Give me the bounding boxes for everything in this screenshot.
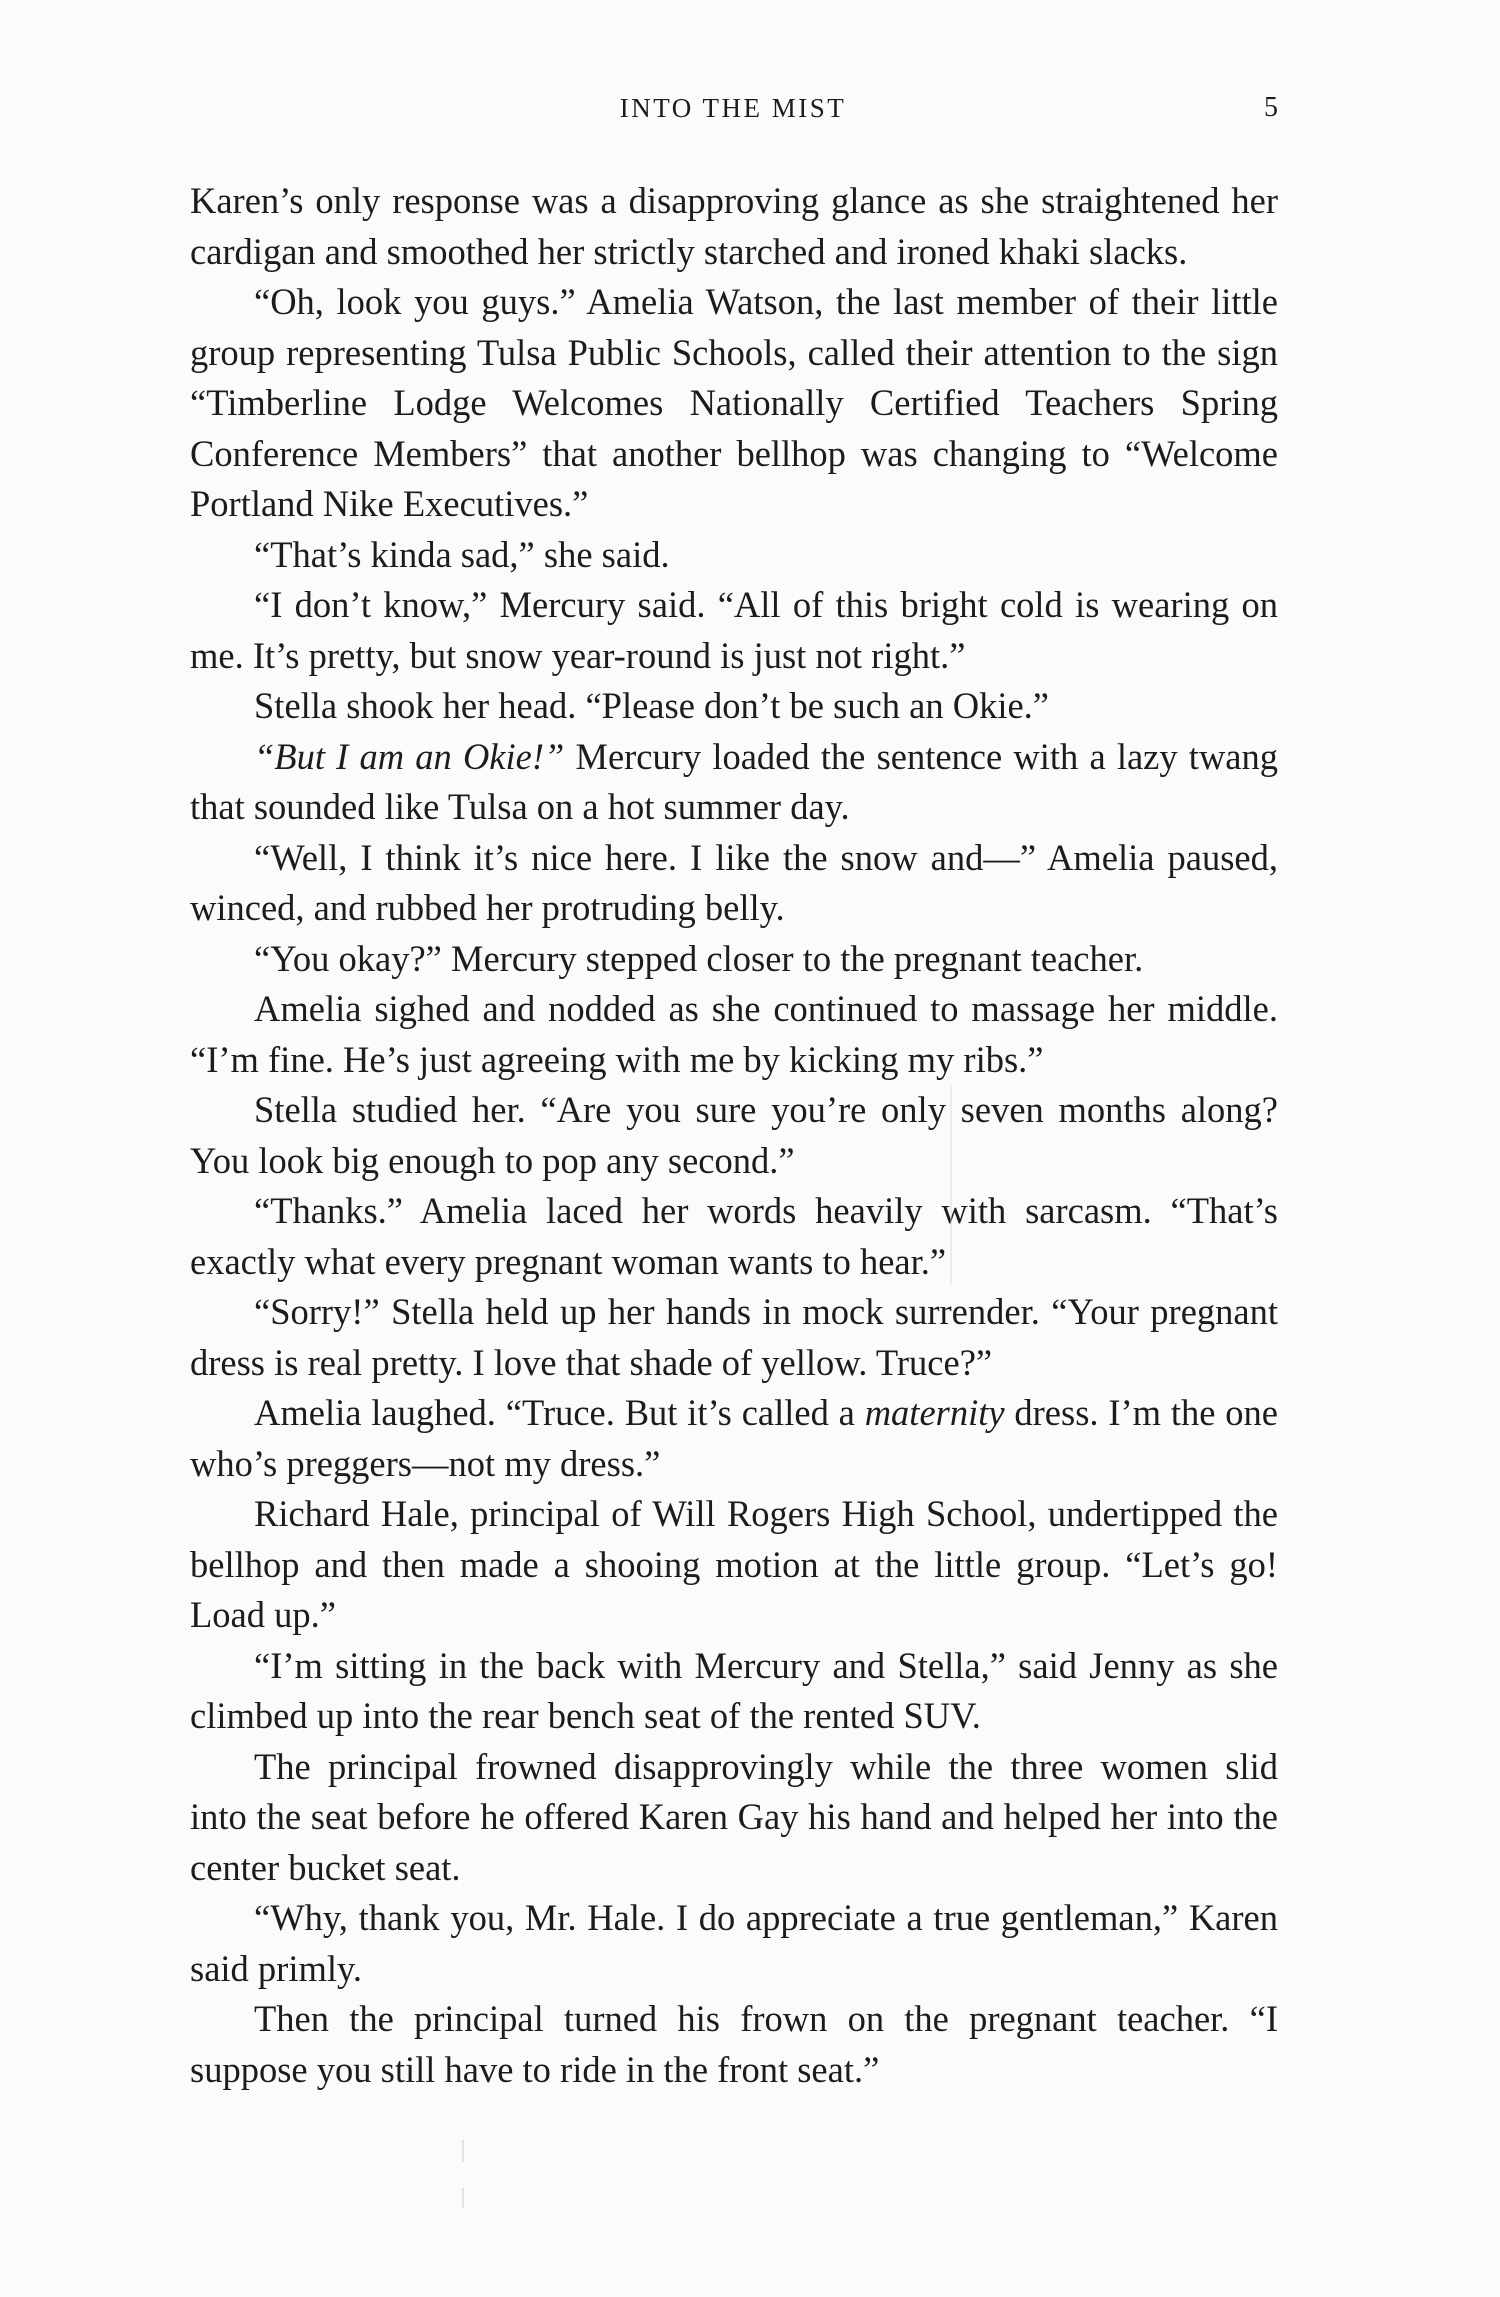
- text-run: Mercury loaded the sentence with a lazy twang that sounded like Tulsa on a hot summer day.: [190, 735, 1278, 827]
- text-run: Stella studied her. “Are you sure you’re only seven months along? You look big enough to pop any second.”: [190, 1089, 1278, 1181]
- page-number: 5: [1264, 92, 1278, 123]
- text-run: Stella shook her head. “Please don’t be such an Okie.”: [254, 685, 1049, 726]
- italic-text: maternity: [864, 1392, 1005, 1433]
- text-run: “Thanks.” Amelia laced her words heavily with sarcasm. “That’s exactly what every pregnant woman wants to hear.”: [190, 1190, 1278, 1282]
- paragraph: [190, 580, 1278, 681]
- paragraph: [190, 277, 1278, 530]
- text-run: Amelia laughed. “Truce. But it’s called a: [254, 1392, 865, 1433]
- text-run: “I’m sitting in the back with Mercury and Stella,” said Jenny as she climbed up into the rear bench seat of the rented SUV.: [190, 1644, 1278, 1736]
- text-run: “I don’t know,” Mercury said. “All of this bright cold is wearing on me. It’s pretty, but snow year-round is just not right.”: [190, 584, 1278, 676]
- scan-artifact: [462, 2188, 464, 2208]
- running-head: [188, 88, 1278, 128]
- text-run: “Sorry!” Stella held up her hands in mock surrender. “Your pregnant dress is real pretty. I love that shade of yellow. Truce?”: [190, 1291, 1278, 1383]
- body-text: [190, 176, 1278, 2095]
- text-run: “Well, I think it’s nice here. I like the snow and—” Amelia paused, winced, and rubbed her protruding belly.: [190, 836, 1278, 928]
- paragraph: [190, 1287, 1278, 1388]
- text-run: Karen’s only response was a disapproving glance as she straightened her cardigan and smoothed her strictly starched and ironed khaki slacks.: [190, 180, 1278, 272]
- paragraph: [190, 833, 1278, 934]
- running-title: INTO THE MIST: [619, 93, 847, 123]
- paragraph: [190, 1388, 1278, 1489]
- paragraph: [190, 681, 1278, 732]
- italic-text: “But I am an Okie!”: [254, 735, 565, 777]
- paragraph: [190, 984, 1278, 1085]
- text-run: “That’s kinda sad,” she said.: [254, 533, 670, 575]
- text-run: “You okay?” Mercury stepped closer to the pregnant teacher.: [254, 937, 1144, 979]
- paragraph: [190, 934, 1278, 985]
- paragraph: [190, 530, 1278, 581]
- text-run: The principal frowned disapprovingly while the three women slid into the seat before he offered Karen Gay his hand and helped her into the center bucket seat.: [190, 1745, 1278, 1888]
- text-run: Then the principal turned his frown on the pregnant teacher. “I suppose you still have to ride in the front seat.”: [190, 1998, 1278, 2090]
- text-run: “Oh, look you guys.” Amelia Watson, the last member of their little group representing Tulsa Public Schools, called their attention to the sign “Timberline Lodge Welcomes Nationally Certified Teachers Spring Conference Members” that another bellhop was changing to “Welcome Portland Nike Executives.”: [190, 281, 1278, 524]
- paragraph: [190, 1742, 1278, 1894]
- text-run: “Why, thank you, Mr. Hale. I do appreciate a true gentleman,” Karen said primly.: [190, 1897, 1278, 1989]
- text-run: Richard Hale, principal of Will Rogers High School, undertipped the bellhop and then made a shooing motion at the little group. “Let’s go! Load up.”: [190, 1493, 1278, 1635]
- text-run: Amelia sighed and nodded as she continued to massage her middle. “I’m fine. He’s just agreeing with me by kicking my ribs.”: [190, 988, 1278, 1080]
- text-run: dress. I’m the one who’s preggers—not my dress.”: [190, 1392, 1278, 1484]
- paragraph: [190, 1186, 1278, 1287]
- paragraph: [190, 1893, 1278, 1994]
- scan-artifact: [462, 2140, 464, 2162]
- paragraph: [190, 1994, 1278, 2095]
- paragraph: [190, 1641, 1278, 1742]
- paragraph: [190, 1085, 1278, 1186]
- paragraph: [190, 732, 1278, 833]
- paragraph: [190, 176, 1278, 277]
- scan-artifact: [950, 1085, 952, 1285]
- paragraph: [190, 1489, 1278, 1641]
